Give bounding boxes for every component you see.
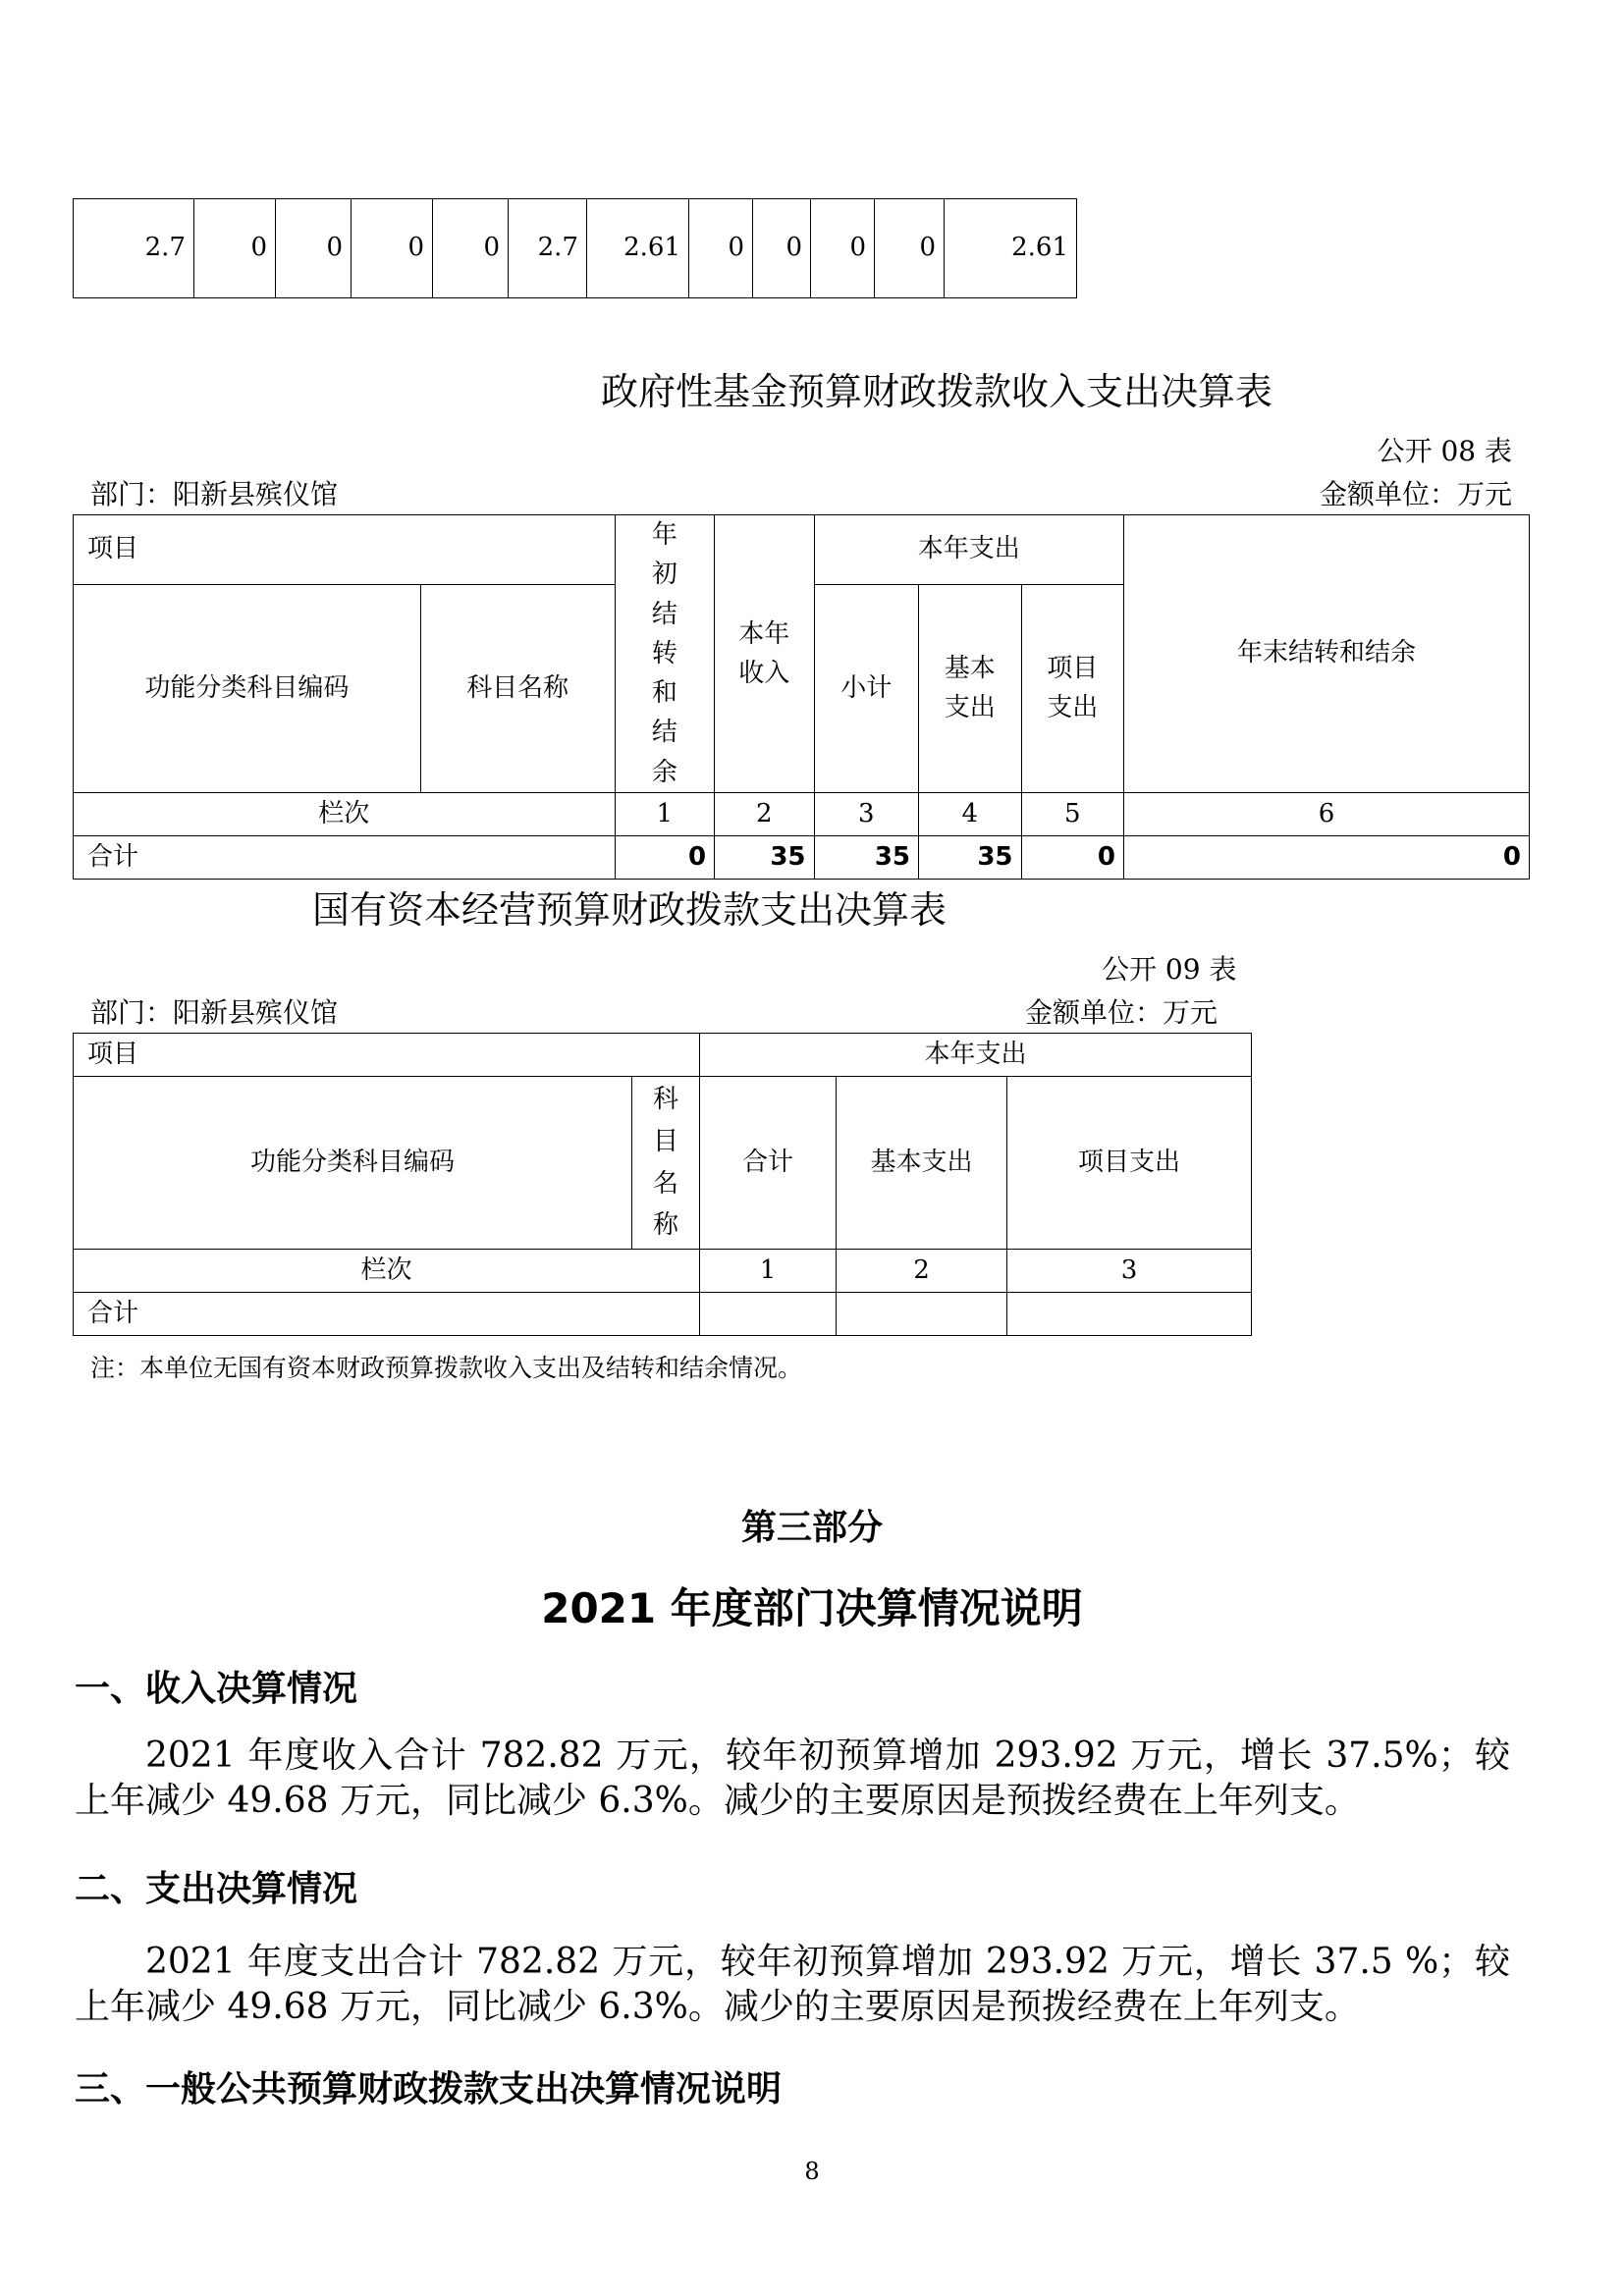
heading-expenditure: 二、支出决算情况 [75, 1869, 358, 1909]
header-spend: 本年支出 [700, 1034, 1252, 1077]
header-subject-name: 科目名称 [420, 584, 615, 792]
column-index: 1 [615, 793, 714, 836]
total-value [837, 1293, 1007, 1336]
table-cell: 2.7 [509, 199, 587, 298]
header-income: 本年收入 [715, 515, 814, 793]
column-index: 2 [715, 793, 814, 836]
column-index: 3 [1007, 1250, 1252, 1293]
column-index: 4 [919, 793, 1021, 836]
column-index: 2 [837, 1250, 1007, 1293]
table-cell: 2.7 [74, 199, 194, 298]
column-index: 1 [700, 1250, 837, 1293]
table-08-unit: 金额单位：万元 [1319, 478, 1512, 510]
table-cell: 0 [753, 199, 811, 298]
header-begin-balance: 年初结转和结余 [615, 515, 714, 793]
column-index: 6 [1124, 793, 1530, 836]
header-subtotal: 小计 [814, 584, 919, 792]
part-title: 第三部分 [740, 1508, 883, 1548]
header-project: 项目支出 [1007, 1077, 1252, 1250]
heading-general-budget: 三、一般公共预算财政拨款支出决算情况说明 [75, 2069, 783, 2109]
total-value: 0 [1124, 836, 1530, 880]
total-value: 35 [715, 836, 814, 880]
header-function-code: 功能分类科目编码 [74, 1077, 632, 1250]
table-cell: 0 [194, 199, 276, 298]
table-08-code: 公开 08 表 [1377, 435, 1512, 467]
row-column-index-label: 栏次 [74, 793, 616, 836]
page-number: 8 [804, 2158, 820, 2185]
paragraph-income: 2021 年度收入合计 782.82 万元，较年初预算增加 293.92 万元，增长 37.5%；较上年减少 49.68 万元，同比减少 6.3%。减少的主要原因是预拨经费在上年列支。 [75, 1735, 1510, 1821]
header-basic: 基本支出 [919, 584, 1021, 792]
table-cell: 2.61 [587, 199, 689, 298]
row-column-index-label: 栏次 [74, 1250, 700, 1293]
column-index: 5 [1021, 793, 1124, 836]
table-09-unit: 金额单位：万元 [1025, 996, 1218, 1029]
column-index: 3 [814, 793, 919, 836]
table-09-note: 注：本单位无国有资本财政预算拨款收入支出及结转和结余情况。 [90, 1354, 803, 1382]
total-value: 35 [814, 836, 919, 880]
table-09-title: 国有资本经营预算财政拨款支出决算表 [312, 888, 947, 932]
table-cell: 0 [689, 199, 753, 298]
table-cell: 0 [811, 199, 875, 298]
header-spend: 本年支出 [814, 515, 1123, 585]
header-item: 项目 [74, 515, 616, 585]
section-title: 2021 年度部门决算情况说明 [541, 1584, 1083, 1632]
table-09-department: 部门：阳新县殡仪馆 [90, 996, 339, 1029]
table-cell: 0 [276, 199, 352, 298]
total-value: 0 [1021, 836, 1124, 880]
heading-income: 一、收入决算情况 [75, 1669, 358, 1709]
table-08 [73, 514, 1530, 880]
header-basic: 基本支出 [837, 1077, 1007, 1250]
header-end-balance: 年末结转和结余 [1124, 515, 1530, 793]
paragraph-expenditure: 2021 年度支出合计 782.82 万元，较年初预算增加 293.92 万元，增长 37.5 %；较上年减少 49.68 万元，同比减少 6.3%。减少的主要原因是预拨经费在上年列支。 [75, 1942, 1510, 2027]
total-value [700, 1293, 837, 1336]
total-value: 0 [615, 836, 714, 880]
header-subject-name: 科目名称 [632, 1077, 700, 1250]
table-08-department: 部门：阳新县殡仪馆 [90, 478, 339, 510]
table-cell: 2.61 [945, 199, 1077, 298]
table-08-title: 政府性基金预算财政拨款收入支出决算表 [601, 370, 1273, 413]
total-value: 35 [919, 836, 1021, 880]
header-total: 合计 [700, 1077, 837, 1250]
total-label: 合计 [74, 1293, 700, 1336]
total-value [1007, 1293, 1252, 1336]
table-cell: 0 [352, 199, 433, 298]
table-09 [73, 1033, 1252, 1336]
table-09-code: 公开 09 表 [1102, 953, 1237, 986]
header-project: 项目支出 [1021, 584, 1124, 792]
table-cell: 0 [875, 199, 945, 298]
table-cell: 0 [433, 199, 509, 298]
header-item: 项目 [74, 1034, 700, 1077]
header-function-code: 功能分类科目编码 [74, 584, 421, 792]
continued-table-row [73, 198, 1077, 298]
total-label: 合计 [74, 836, 616, 880]
